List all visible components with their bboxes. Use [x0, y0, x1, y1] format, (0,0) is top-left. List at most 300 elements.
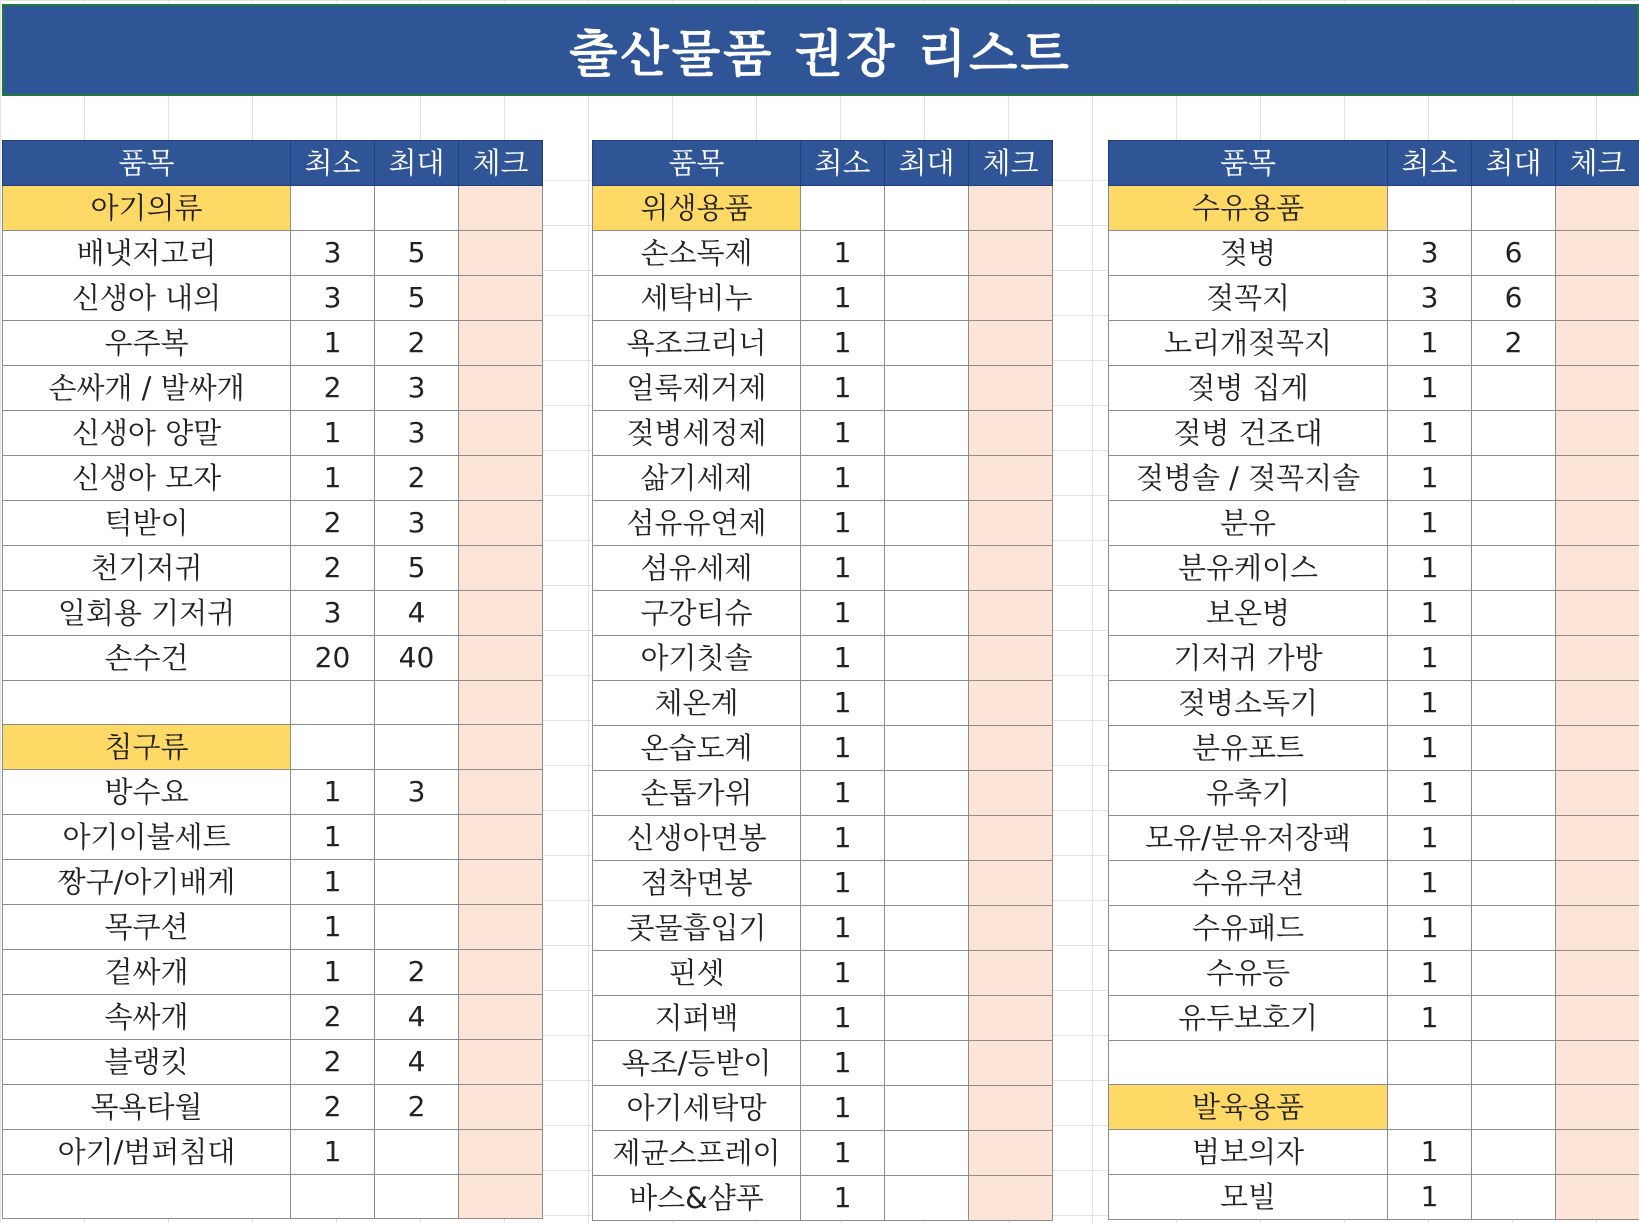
max-cell[interactable] [1472, 501, 1556, 546]
check-cell[interactable] [1556, 726, 1639, 771]
check-cell[interactable] [969, 861, 1053, 906]
check-cell[interactable] [459, 411, 543, 456]
sheet-title-banner[interactable] [2, 4, 1639, 96]
max-cell[interactable] [1472, 951, 1556, 996]
check-cell[interactable] [969, 1131, 1053, 1176]
max-cell[interactable] [885, 726, 969, 771]
item-cell[interactable] [3, 1175, 291, 1219]
category-cell[interactable]: 침구류 [3, 725, 291, 770]
min-cell[interactable]: 1 [801, 546, 885, 591]
min-cell[interactable]: 1 [1388, 1130, 1472, 1175]
check-cell[interactable] [1556, 276, 1639, 321]
check-cell[interactable] [1556, 771, 1639, 816]
item-cell[interactable]: 아기세탁망 [593, 1086, 801, 1131]
min-cell[interactable]: 1 [801, 636, 885, 681]
item-cell[interactable]: 모빌 [1109, 1175, 1388, 1220]
category-cell[interactable]: 아기의류 [3, 186, 291, 231]
max-cell[interactable] [885, 636, 969, 681]
check-cell[interactable] [969, 1041, 1053, 1086]
item-cell[interactable]: 젖병 집게 [1109, 366, 1388, 411]
item-row [3, 411, 543, 456]
item-cell[interactable]: 바스&샴푸 [593, 1176, 801, 1221]
max-cell[interactable]: 2 [375, 321, 459, 366]
check-cell[interactable] [969, 276, 1053, 321]
item-cell[interactable]: 욕조크리너 [593, 321, 801, 366]
item-cell[interactable]: 아기/범퍼침대 [3, 1130, 291, 1175]
max-cell[interactable] [1472, 726, 1556, 771]
min-cell[interactable]: 1 [801, 996, 885, 1041]
header-min[interactable]: 최소 [291, 141, 375, 186]
item-cell[interactable]: 아기칫솔 [593, 636, 801, 681]
check-cell[interactable] [969, 546, 1053, 591]
max-cell[interactable] [885, 996, 969, 1041]
check-cell[interactable] [969, 591, 1053, 636]
item-cell[interactable]: 유축기 [1109, 771, 1388, 816]
check-cell[interactable] [1556, 861, 1639, 906]
min-cell[interactable]: 1 [291, 321, 375, 366]
check-cell[interactable] [1556, 636, 1639, 681]
item-cell[interactable]: 분유케이스 [1109, 546, 1388, 591]
item-cell[interactable]: 목욕타월 [3, 1085, 291, 1130]
item-row [593, 546, 1053, 591]
item-cell[interactable]: 콧물흡입기 [593, 906, 801, 951]
check-cell[interactable] [1556, 681, 1639, 726]
check-cell[interactable] [969, 906, 1053, 951]
max-cell[interactable] [885, 681, 969, 726]
item-cell[interactable]: 수유패드 [1109, 906, 1388, 951]
max-cell[interactable] [1472, 1175, 1556, 1220]
item-cell[interactable]: 신생아면봉 [593, 816, 801, 861]
min-cell[interactable]: 1 [1388, 321, 1472, 366]
min-cell[interactable]: 2 [291, 1040, 375, 1085]
item-row [3, 501, 543, 546]
min-cell[interactable] [291, 1175, 375, 1219]
item-cell[interactable]: 턱받이 [3, 501, 291, 546]
min-cell[interactable]: 1 [801, 411, 885, 456]
item-row [3, 1085, 543, 1130]
check-cell[interactable] [459, 1085, 543, 1130]
min-cell[interactable]: 2 [291, 501, 375, 546]
max-cell[interactable] [1472, 906, 1556, 951]
item-cell[interactable]: 세탁비누 [593, 276, 801, 321]
check-cell[interactable] [1556, 456, 1639, 501]
item-cell[interactable]: 배냇저고리 [3, 231, 291, 276]
check-cell[interactable] [459, 681, 543, 725]
min-cell[interactable]: 1 [1388, 861, 1472, 906]
check-cell[interactable] [459, 591, 543, 636]
item-cell[interactable]: 얼룩제거제 [593, 366, 801, 411]
min-cell[interactable]: 3 [291, 276, 375, 321]
item-cell[interactable]: 일회용 기저귀 [3, 591, 291, 636]
min-cell[interactable]: 1 [1388, 726, 1472, 771]
check-cell[interactable] [459, 815, 543, 860]
category-cell[interactable]: 발육용품 [1109, 1085, 1388, 1130]
item-cell[interactable]: 우주복 [3, 321, 291, 366]
item-cell[interactable]: 범보의자 [1109, 1130, 1388, 1175]
max-cell[interactable] [1472, 456, 1556, 501]
item-cell[interactable]: 온습도계 [593, 726, 801, 771]
max-cell[interactable] [1472, 1085, 1556, 1130]
max-cell[interactable] [885, 1131, 969, 1176]
check-cell[interactable] [1556, 366, 1639, 411]
check-cell[interactable] [459, 636, 543, 681]
min-cell[interactable]: 1 [1388, 636, 1472, 681]
max-cell[interactable]: 4 [375, 591, 459, 636]
item-cell[interactable]: 손싸개 / 발싸개 [3, 366, 291, 411]
check-cell[interactable] [1556, 951, 1639, 996]
item-cell[interactable]: 섬유유연제 [593, 501, 801, 546]
max-cell[interactable]: 6 [1472, 231, 1556, 276]
min-cell[interactable]: 3 [291, 591, 375, 636]
min-cell[interactable]: 20 [291, 636, 375, 681]
check-cell[interactable] [459, 456, 543, 501]
category-cell[interactable]: 수유용품 [1109, 186, 1388, 231]
max-cell[interactable] [885, 456, 969, 501]
item-cell[interactable]: 젖병솔 / 젖꼭지솔 [1109, 456, 1388, 501]
item-cell[interactable]: 유두보호기 [1109, 996, 1388, 1041]
max-cell[interactable]: 3 [375, 501, 459, 546]
item-cell[interactable]: 구강티슈 [593, 591, 801, 636]
header-min[interactable]: 최소 [801, 141, 885, 186]
check-cell[interactable] [1556, 321, 1639, 366]
item-cell[interactable]: 손수건 [3, 636, 291, 681]
min-cell[interactable]: 1 [801, 231, 885, 276]
min-cell[interactable]: 1 [801, 681, 885, 726]
check-cell[interactable] [1556, 996, 1639, 1041]
item-cell[interactable]: 신생아 내의 [3, 276, 291, 321]
max-cell[interactable]: 5 [375, 546, 459, 591]
max-cell[interactable] [1472, 681, 1556, 726]
min-cell[interactable]: 2 [291, 995, 375, 1040]
max-cell[interactable] [885, 1041, 969, 1086]
min-cell[interactable]: 3 [1388, 231, 1472, 276]
header-min[interactable]: 최소 [1388, 141, 1472, 186]
min-cell[interactable]: 1 [291, 905, 375, 950]
max-cell[interactable] [375, 1130, 459, 1175]
min-cell[interactable]: 1 [801, 1086, 885, 1131]
check-cell[interactable] [459, 276, 543, 321]
max-cell[interactable] [1472, 816, 1556, 861]
checklist-table-2 [592, 140, 1053, 1221]
min-cell[interactable]: 2 [291, 546, 375, 591]
check-cell[interactable] [459, 1040, 543, 1085]
max-cell[interactable] [885, 906, 969, 951]
max-cell[interactable] [885, 1176, 969, 1221]
max-cell[interactable] [1472, 771, 1556, 816]
max-cell[interactable] [885, 231, 969, 276]
check-cell[interactable] [1556, 231, 1639, 276]
check-cell[interactable] [969, 816, 1053, 861]
item-cell[interactable]: 젖병세정제 [593, 411, 801, 456]
max-cell[interactable]: 5 [375, 276, 459, 321]
check-cell[interactable] [969, 321, 1053, 366]
min-cell[interactable]: 1 [801, 726, 885, 771]
check-cell[interactable] [969, 366, 1053, 411]
check-cell[interactable] [459, 725, 543, 770]
item-cell[interactable]: 젖꼭지 [1109, 276, 1388, 321]
min-cell[interactable]: 1 [1388, 591, 1472, 636]
min-cell[interactable] [801, 186, 885, 231]
max-cell[interactable] [1472, 861, 1556, 906]
item-cell[interactable]: 겉싸개 [3, 950, 291, 995]
min-cell[interactable]: 1 [1388, 951, 1472, 996]
check-cell[interactable] [969, 636, 1053, 681]
item-cell[interactable] [1109, 1041, 1388, 1085]
max-cell[interactable] [885, 501, 969, 546]
item-row [1109, 681, 1639, 726]
min-cell[interactable]: 1 [1388, 906, 1472, 951]
min-cell[interactable] [291, 186, 375, 231]
item-cell[interactable]: 체온계 [593, 681, 801, 726]
item-cell[interactable]: 신생아 모자 [3, 456, 291, 501]
min-cell[interactable]: 1 [1388, 366, 1472, 411]
max-cell[interactable] [1472, 186, 1556, 231]
max-cell[interactable] [375, 815, 459, 860]
header-max[interactable]: 최대 [885, 141, 969, 186]
min-cell[interactable]: 1 [291, 950, 375, 995]
min-cell[interactable]: 1 [801, 1131, 885, 1176]
item-row [593, 1041, 1053, 1086]
check-cell[interactable] [969, 681, 1053, 726]
check-cell[interactable] [459, 995, 543, 1040]
check-cell[interactable] [969, 726, 1053, 771]
check-cell[interactable] [1556, 906, 1639, 951]
item-cell[interactable]: 제균스프레이 [593, 1131, 801, 1176]
item-cell[interactable]: 분유 [1109, 501, 1388, 546]
max-cell[interactable]: 2 [1472, 321, 1556, 366]
check-cell[interactable] [1556, 816, 1639, 861]
max-cell[interactable] [1472, 1130, 1556, 1175]
min-cell[interactable]: 1 [1388, 1175, 1472, 1220]
max-cell[interactable] [885, 771, 969, 816]
item-row [1109, 366, 1639, 411]
min-cell[interactable] [291, 681, 375, 725]
max-cell[interactable]: 6 [1472, 276, 1556, 321]
header-max[interactable]: 최대 [375, 141, 459, 186]
max-cell[interactable] [375, 681, 459, 725]
check-cell[interactable] [1556, 411, 1639, 456]
min-cell[interactable]: 3 [1388, 276, 1472, 321]
header-item[interactable]: 품목 [1109, 141, 1388, 186]
item-cell[interactable]: 보온병 [1109, 591, 1388, 636]
check-cell[interactable] [1556, 1041, 1639, 1085]
max-cell[interactable] [885, 1086, 969, 1131]
check-cell[interactable] [459, 905, 543, 950]
check-cell[interactable] [969, 186, 1053, 231]
min-cell[interactable]: 1 [801, 591, 885, 636]
check-cell[interactable] [969, 456, 1053, 501]
item-cell[interactable]: 모유/분유저장팩 [1109, 816, 1388, 861]
item-cell[interactable]: 젖병 건조대 [1109, 411, 1388, 456]
max-cell[interactable] [885, 411, 969, 456]
min-cell[interactable]: 1 [1388, 456, 1472, 501]
min-cell[interactable]: 1 [291, 770, 375, 815]
max-cell[interactable] [375, 186, 459, 231]
item-cell[interactable]: 노리개젖꼭지 [1109, 321, 1388, 366]
header-check[interactable]: 체크 [459, 141, 543, 186]
check-cell[interactable] [1556, 1175, 1639, 1220]
item-cell[interactable]: 속싸개 [3, 995, 291, 1040]
check-cell[interactable] [969, 411, 1053, 456]
check-cell[interactable] [459, 546, 543, 591]
max-cell[interactable] [885, 321, 969, 366]
item-cell[interactable]: 손소독제 [593, 231, 801, 276]
item-cell[interactable]: 신생아 양말 [3, 411, 291, 456]
max-cell[interactable] [1472, 636, 1556, 681]
max-cell[interactable]: 40 [375, 636, 459, 681]
item-cell[interactable]: 목쿠션 [3, 905, 291, 950]
min-cell[interactable]: 1 [1388, 546, 1472, 591]
item-cell[interactable]: 방수요 [3, 770, 291, 815]
max-cell[interactable] [1472, 996, 1556, 1041]
check-cell[interactable] [459, 860, 543, 905]
min-cell[interactable]: 1 [291, 815, 375, 860]
max-cell[interactable] [375, 1175, 459, 1219]
header-check[interactable]: 체크 [1556, 141, 1639, 186]
min-cell[interactable]: 1 [291, 411, 375, 456]
check-cell[interactable] [969, 951, 1053, 996]
max-cell[interactable] [885, 546, 969, 591]
check-cell[interactable] [459, 366, 543, 411]
max-cell[interactable]: 3 [375, 411, 459, 456]
min-cell[interactable]: 1 [1388, 816, 1472, 861]
item-cell[interactable] [3, 681, 291, 725]
min-cell[interactable]: 1 [1388, 501, 1472, 546]
min-cell[interactable]: 1 [801, 501, 885, 546]
item-cell[interactable]: 분유포트 [1109, 726, 1388, 771]
max-cell[interactable] [375, 860, 459, 905]
min-cell[interactable]: 1 [291, 860, 375, 905]
item-cell[interactable]: 섬유세제 [593, 546, 801, 591]
min-cell[interactable]: 1 [291, 456, 375, 501]
header-check[interactable]: 체크 [969, 141, 1053, 186]
min-cell[interactable]: 1 [801, 1176, 885, 1221]
check-cell[interactable] [459, 1130, 543, 1175]
item-cell[interactable]: 손톱가위 [593, 771, 801, 816]
min-cell[interactable]: 1 [801, 906, 885, 951]
min-cell[interactable]: 3 [291, 231, 375, 276]
item-row [1109, 771, 1639, 816]
item-cell[interactable]: 수유쿠션 [1109, 861, 1388, 906]
max-cell[interactable] [885, 186, 969, 231]
item-row [1109, 726, 1639, 771]
max-cell[interactable] [1472, 591, 1556, 636]
check-cell[interactable] [459, 1175, 543, 1219]
max-cell[interactable] [375, 725, 459, 770]
item-cell[interactable]: 삶기세제 [593, 456, 801, 501]
max-cell[interactable] [1472, 366, 1556, 411]
max-cell[interactable]: 3 [375, 770, 459, 815]
max-cell[interactable] [885, 816, 969, 861]
min-cell[interactable]: 1 [801, 816, 885, 861]
min-cell[interactable]: 1 [801, 456, 885, 501]
max-cell[interactable] [885, 366, 969, 411]
min-cell[interactable] [1388, 1041, 1472, 1085]
item-cell[interactable]: 지퍼백 [593, 996, 801, 1041]
check-cell[interactable] [969, 501, 1053, 546]
max-cell[interactable]: 5 [375, 231, 459, 276]
item-cell[interactable]: 욕조/등받이 [593, 1041, 801, 1086]
check-cell[interactable] [1556, 1085, 1639, 1130]
check-cell[interactable] [1556, 186, 1639, 231]
check-cell[interactable] [459, 770, 543, 815]
item-cell[interactable]: 짱구/아기배게 [3, 860, 291, 905]
check-cell[interactable] [459, 231, 543, 276]
item-cell[interactable]: 핀셋 [593, 951, 801, 996]
check-cell[interactable] [1556, 591, 1639, 636]
check-cell[interactable] [1556, 1130, 1639, 1175]
min-cell[interactable]: 1 [1388, 996, 1472, 1041]
header-item[interactable]: 품목 [3, 141, 291, 186]
max-cell[interactable]: 3 [375, 366, 459, 411]
check-cell[interactable] [969, 1176, 1053, 1221]
min-cell[interactable]: 1 [801, 861, 885, 906]
header-max[interactable]: 최대 [1472, 141, 1556, 186]
item-cell[interactable]: 젖병소독기 [1109, 681, 1388, 726]
min-cell[interactable]: 2 [291, 1085, 375, 1130]
item-cell[interactable]: 수유등 [1109, 951, 1388, 996]
min-cell[interactable]: 1 [801, 951, 885, 996]
check-cell[interactable] [459, 501, 543, 546]
item-cell[interactable]: 블랭킷 [3, 1040, 291, 1085]
min-cell[interactable]: 1 [291, 1130, 375, 1175]
min-cell[interactable] [291, 725, 375, 770]
min-cell[interactable] [1388, 1085, 1472, 1130]
min-cell[interactable]: 1 [801, 366, 885, 411]
item-cell[interactable]: 천기저귀 [3, 546, 291, 591]
check-cell[interactable] [1556, 501, 1639, 546]
min-cell[interactable]: 1 [801, 771, 885, 816]
min-cell[interactable]: 1 [1388, 681, 1472, 726]
check-cell[interactable] [969, 771, 1053, 816]
item-cell[interactable]: 점착면봉 [593, 861, 801, 906]
max-cell[interactable] [885, 276, 969, 321]
check-cell[interactable] [969, 1086, 1053, 1131]
item-cell[interactable]: 젖병 [1109, 231, 1388, 276]
header-item[interactable]: 품목 [593, 141, 801, 186]
max-cell[interactable] [885, 861, 969, 906]
check-cell[interactable] [969, 996, 1053, 1041]
max-cell[interactable]: 2 [375, 456, 459, 501]
max-cell[interactable]: 2 [375, 950, 459, 995]
max-cell[interactable]: 4 [375, 1040, 459, 1085]
max-cell[interactable] [375, 905, 459, 950]
max-cell[interactable]: 4 [375, 995, 459, 1040]
check-cell[interactable] [1556, 546, 1639, 591]
min-cell[interactable]: 1 [801, 1041, 885, 1086]
check-cell[interactable] [969, 231, 1053, 276]
min-cell[interactable]: 1 [1388, 771, 1472, 816]
max-cell[interactable] [1472, 411, 1556, 456]
max-cell[interactable] [885, 591, 969, 636]
check-cell[interactable] [459, 950, 543, 995]
category-cell[interactable]: 위생용품 [593, 186, 801, 231]
item-cell[interactable]: 아기이불세트 [3, 815, 291, 860]
check-cell[interactable] [459, 186, 543, 231]
max-cell[interactable]: 2 [375, 1085, 459, 1130]
category-row [1109, 1085, 1639, 1130]
max-cell[interactable] [1472, 546, 1556, 591]
min-cell[interactable]: 1 [801, 276, 885, 321]
check-cell[interactable] [459, 321, 543, 366]
min-cell[interactable]: 1 [801, 321, 885, 366]
min-cell[interactable]: 1 [1388, 411, 1472, 456]
max-cell[interactable] [885, 951, 969, 996]
min-cell[interactable]: 2 [291, 366, 375, 411]
min-cell[interactable] [1388, 186, 1472, 231]
item-cell[interactable]: 기저귀 가방 [1109, 636, 1388, 681]
max-cell[interactable] [1472, 1041, 1556, 1085]
